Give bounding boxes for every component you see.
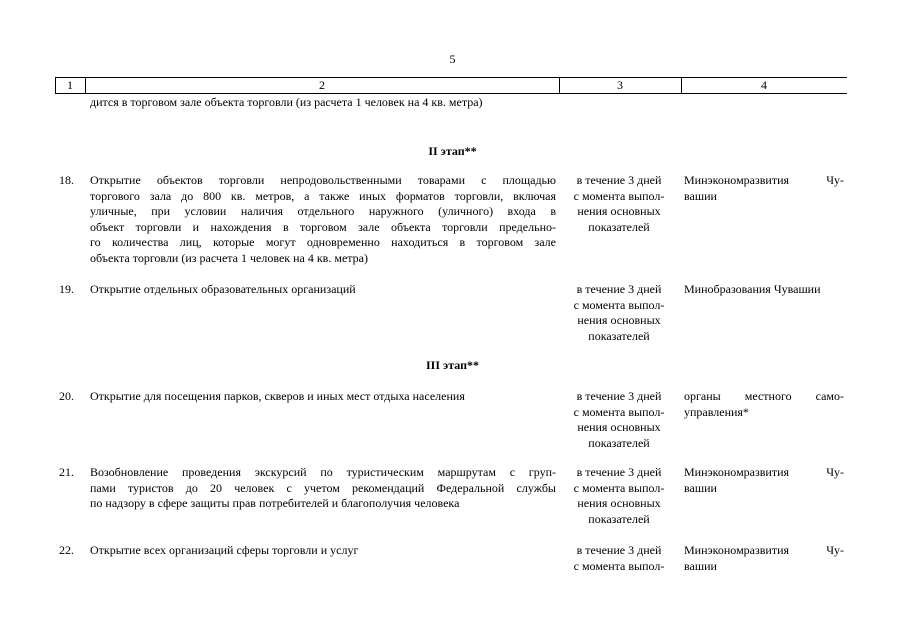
- row-number: 19.: [59, 282, 74, 296]
- deadline-text: [562, 465, 676, 527]
- measure-line: объект торговли и нахождения в торговом зале объекта торговли предельно-: [90, 219, 556, 234]
- measure-line: Открытие всех организаций сферы торговли и услуг: [90, 543, 359, 557]
- deadline-line: показателей: [588, 219, 650, 234]
- table-header: [55, 77, 847, 94]
- deadline-line: в течение 3 дней: [576, 173, 662, 187]
- responsible-line: органы местного само-: [684, 389, 844, 403]
- measure-line: Открытие для посещения парков, скверов и иных мест отдыха населения: [90, 389, 465, 403]
- continuation-text: дится в торговом зале объекта торговли (из расчета 1 человек на 4 кв. метра): [90, 95, 483, 109]
- measure-line: Открытие объектов торговли непродовольственными товарами с площадью: [90, 173, 556, 187]
- measure-text: [90, 543, 556, 559]
- deadline-line: с момента выпол-: [573, 404, 665, 419]
- deadline-line: нения основных: [577, 204, 661, 218]
- header-divider: [85, 77, 86, 93]
- header-col-1: 1: [67, 78, 73, 92]
- responsible-text: [684, 389, 844, 420]
- header-divider: [681, 77, 682, 93]
- responsible-line: Минэкономразвития Чу-: [684, 465, 844, 479]
- deadline-text: [562, 389, 676, 451]
- stage-heading-3: III этап**: [426, 358, 479, 372]
- measure-line: Открытие отдельных образовательных организаций: [90, 282, 356, 296]
- measure-text: [90, 465, 556, 512]
- responsible-line: вашии: [684, 188, 717, 203]
- responsible-text: [684, 282, 844, 298]
- responsible-line: управления*: [684, 404, 749, 419]
- measure-line: пами туристов до 20 человек с учетом рекомендаций Федеральной службы: [90, 480, 556, 495]
- header-divider: [55, 77, 56, 93]
- row-number: 22.: [59, 543, 74, 557]
- deadline-line: показателей: [588, 435, 650, 450]
- responsible-line: вашии: [684, 480, 717, 495]
- measure-text: [90, 389, 556, 405]
- responsible-text: [684, 465, 844, 496]
- responsible-line: Минэкономразвития Чу-: [684, 543, 844, 557]
- deadline-line: показателей: [588, 328, 650, 343]
- header-col-3: 3: [617, 78, 623, 92]
- responsible-line: Минэкономразвития Чу-: [684, 173, 844, 187]
- stage-heading-2: II этап**: [428, 144, 477, 158]
- row-number: 20.: [59, 389, 74, 403]
- measure-line: по надзору в сфере защиты прав потребителей и благополучия человека: [90, 496, 460, 510]
- deadline-text: [562, 282, 676, 344]
- deadline-line: с момента выпол-: [573, 297, 665, 312]
- measure-line: уличные, при условии наличия отдельного наружного (уличного) входа в: [90, 204, 556, 218]
- header-col-2: 2: [319, 78, 325, 92]
- deadline-line: в течение 3 дней: [576, 282, 662, 296]
- header-col-4: 4: [761, 78, 767, 92]
- deadline-line: нения основных: [577, 313, 661, 327]
- responsible-text: [684, 173, 844, 204]
- responsible-text: [684, 543, 844, 574]
- row-number: 21.: [59, 465, 74, 479]
- deadline-line: показателей: [588, 511, 650, 526]
- measure-line: Возобновление проведения экскурсий по туристическим маршрутам с груп-: [90, 465, 556, 479]
- deadline-text: [562, 173, 676, 235]
- measure-line: объекта торговли (из расчета 1 человек на 4 кв. метра): [90, 250, 368, 265]
- row-number: 18.: [59, 173, 74, 187]
- deadline-line: нения основных: [577, 496, 661, 510]
- measure-text: [90, 173, 556, 266]
- responsible-line: вашии: [684, 558, 717, 573]
- deadline-line: нения основных: [577, 420, 661, 434]
- responsible-line: Минобразования Чувашии: [684, 282, 821, 296]
- deadline-line: в течение 3 дней: [576, 543, 662, 557]
- page-number: 5: [449, 52, 456, 66]
- deadline-line: в течение 3 дней: [576, 389, 662, 403]
- measure-line: торгового зала до 800 кв. метров, а также иных форматов торговли, включая: [90, 188, 556, 203]
- deadline-text: [562, 543, 676, 574]
- deadline-line: в течение 3 дней: [576, 465, 662, 479]
- deadline-line: с момента выпол-: [573, 188, 665, 203]
- measure-line: го количества лиц, которые могут одновременно находиться в торговом зале: [90, 235, 556, 249]
- measure-text: [90, 282, 556, 298]
- header-divider: [559, 77, 560, 93]
- deadline-line: с момента выпол-: [573, 558, 665, 573]
- deadline-line: с момента выпол-: [573, 480, 665, 495]
